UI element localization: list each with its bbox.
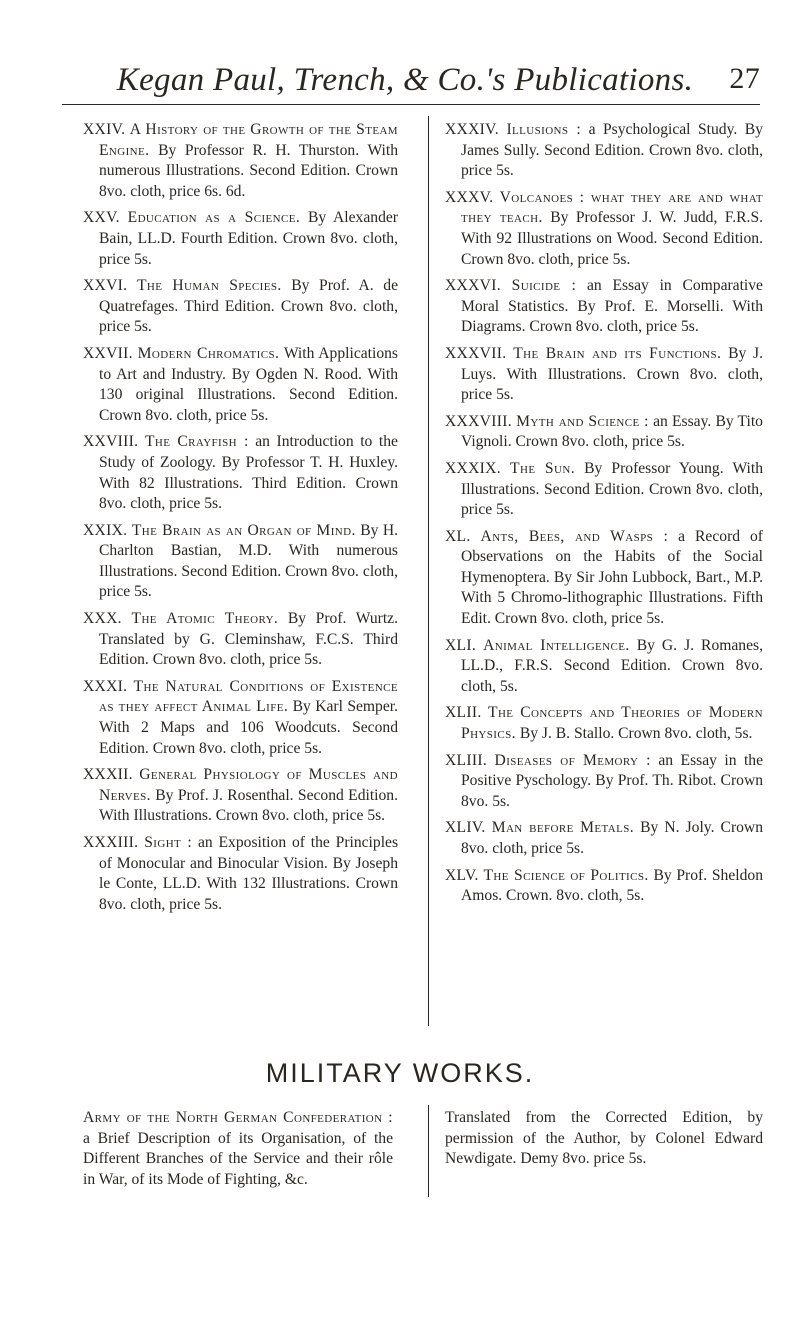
entry-number: XXVII.	[83, 344, 133, 362]
entry-title: Animal Intelligence.	[483, 636, 630, 654]
entry-description: By Professor J. W. Judd, F.R.S. With 92 Illustrations on Wood. Second Edition. Crown 8vo. cloth, price 5s.	[461, 209, 764, 268]
right-column	[445, 120, 763, 913]
catalogue-entry	[83, 521, 398, 603]
entry-number: XLIV.	[445, 819, 486, 837]
entry-title: General Physiology of Muscles and Nerves.	[99, 766, 398, 804]
entry-description: By G. J. Romanes, LL.D., F.R.S. Second Edition. Crown 8vo. cloth, 5s.	[461, 636, 763, 695]
catalogue-entry	[445, 344, 763, 406]
entry-number: XXXII.	[83, 766, 133, 784]
catalogue-entry	[83, 432, 398, 514]
entry-title: The Brain as an Organ of Mind.	[131, 521, 356, 539]
entry-title: Suicide :	[511, 277, 577, 295]
entry-title: Ants, Bees, and Wasps :	[480, 527, 669, 545]
entry-number: XXV.	[83, 209, 120, 227]
entry-number: XXX.	[83, 610, 122, 628]
running-header	[50, 62, 760, 106]
entry-number: XXXVI.	[445, 277, 501, 295]
catalogue-entry	[445, 120, 763, 182]
entry-number: XXIX.	[83, 521, 128, 539]
catalogue-entry	[445, 866, 763, 907]
catalogue-entry	[445, 751, 763, 813]
catalogue-entry	[445, 818, 763, 859]
entry-description: an Essay. By Tito Vignoli. Crown 8vo. cloth, price 5s.	[461, 412, 763, 451]
entry-title: The Brain and its Functions.	[513, 344, 722, 362]
entry-description: By Professor Young. With Illustrations. Second Edition. Crown 8vo. cloth, price 5s.	[461, 459, 763, 519]
catalogue-entry	[83, 344, 398, 426]
entry-number: XXXIX.	[445, 459, 501, 477]
entry-title: Diseases of Memory :	[494, 751, 651, 769]
header-rule	[62, 104, 760, 105]
entry-title: The Atomic Theory.	[131, 610, 279, 628]
catalogue-entry	[83, 765, 398, 827]
entry-title: Myth and Science :	[516, 412, 649, 430]
entry-title: The Science of Politics.	[483, 866, 649, 884]
entry-description: By Prof. Sheldon Amos. Crown. 8vo. cloth, 5s.	[461, 866, 763, 905]
entry-number: XLI.	[445, 636, 477, 654]
entry-description: By H. Charlton Bastian, M.D. With numerous Illustrations. Second Edition. Crown 8vo. cloth, price 5s.	[99, 521, 399, 601]
entry-description: a Psychological Study. By James Sully. Second Edition. Crown 8vo. cloth, price 5s.	[461, 121, 763, 180]
catalogue-entry	[83, 276, 398, 338]
entry-number: XL.	[445, 527, 471, 545]
page-number: 27	[729, 62, 760, 95]
catalogue-entry	[83, 609, 398, 671]
entry-number: XLV.	[445, 866, 479, 884]
entry-description: By Alexander Bain, LL.D. Fourth Edition. Crown 8vo. cloth, price 5s.	[99, 209, 398, 268]
entry-description: By N. Joly. Crown 8vo. cloth, price 5s.	[461, 819, 763, 857]
catalogue-entry	[445, 188, 763, 270]
left-column	[83, 120, 398, 921]
entry-description: By Professor R. H. Thurston. With numerous Illustrations. Second Edition. Crown 8vo. cloth, price 6s. 6d.	[99, 141, 399, 200]
entry-title: The Sun.	[510, 459, 575, 477]
entry-description: an Exposition of the Principles of Monocular and Binocular Vision. By Joseph le Conte, LL.D. With 132 Illustrations. Crown 8vo. cloth, price 5s.	[99, 834, 399, 913]
entry-number: XXXI.	[83, 677, 128, 695]
entry-number: XXXIII.	[83, 834, 139, 851]
catalogue-entry	[83, 208, 398, 270]
catalogue-entry	[445, 412, 763, 453]
entry-title: Sight :	[144, 834, 193, 851]
military-right-column: Translated from the Corrected Edition, by permission of the Author, by Colonel Edward Newdigate. Demy 8vo. price 5s.	[445, 1109, 763, 1168]
entry-description: By Karl Semper. With 2 Maps and 106 Woodcuts. Second Edition. Crown 8vo. cloth, price 5s.	[99, 698, 398, 757]
section-title: MILITARY WORKS.	[265, 1058, 535, 1088]
entry-description: By Prof. A. de Quatrefages. Third Edition. Crown 8vo. cloth, price 5s.	[99, 277, 398, 336]
catalogue-entry	[445, 636, 763, 698]
entry-description: With Applications to Art and Industry. By Ogden N. Rood. With 130 original Illustrations. Second Edition. Crown 8vo. cloth, price 5s.	[99, 344, 398, 424]
entry-description: an Introduction to the Study of Zoology. By Professor T. H. Huxley. With 82 Illustrations. Third Edition. Crown 8vo. cloth, price 5s.	[99, 433, 398, 513]
entry-title: Illusions :	[506, 121, 582, 138]
entry-title: A History of the Growth of the Steam Engine.	[99, 121, 398, 159]
entry-description: By J. B. Stallo. Crown 8vo. cloth, 5s.	[519, 725, 753, 743]
catalogue-entry	[445, 527, 763, 630]
header-title: Kegan Paul, Trench, & Co.'s Publications.	[116, 62, 694, 98]
entry-description: an Essay in Comparative Moral Statistics. By Prof. E. Morselli. With Diagrams. Crown 8vo. cloth, price 5s.	[461, 277, 763, 336]
entry-number: XXXVIII.	[445, 412, 512, 430]
entry-number: XLIII.	[445, 751, 488, 769]
catalogue-entry	[445, 459, 763, 521]
entry-description: By J. Luys. With Illustrations. Crown 8vo. cloth, price 5s.	[461, 344, 763, 404]
entry-number: XXVI.	[83, 277, 128, 295]
military-entry-title: Army of the North German Confederation :	[83, 1109, 393, 1126]
entry-title: Volcanoes : what they are and what they teach.	[461, 188, 764, 227]
entry-description: an Essay in the Positive Pyschology. By Prof. Th. Ribot. Crown 8vo. 5s.	[461, 751, 763, 810]
military-column-divider	[428, 1105, 429, 1197]
entry-number: XXVIII.	[83, 433, 139, 451]
entry-title: The Crayfish :	[144, 433, 249, 451]
entry-title: Man before Metals.	[491, 819, 635, 837]
catalogue-entry	[445, 703, 763, 744]
entry-description: By Prof. Wurtz. Translated by G. Cleminshaw, F.C.S. Third Edition. Crown 8vo. cloth, price 5s.	[99, 610, 398, 669]
catalogue-entry	[83, 120, 398, 202]
entry-number: XXXVII.	[445, 344, 507, 362]
catalogue-entry	[83, 833, 398, 915]
entry-title: The Natural Conditions of Existence as they affect Animal Life.	[99, 677, 398, 716]
entry-description: By Prof. J. Rosenthal. Second Edition. With Illustrations. Crown 8vo. cloth, price 5s.	[99, 786, 398, 825]
entry-description: a Record of Observations on the Habits of the Social Hymenoptera. By Sir John Lubbock, Bart., M.P. With 5 Chromo-lithographic Illustrations. Fifth Edit. Crown 8vo. cloth, price 5s.	[461, 527, 763, 628]
entry-number: XXXIV.	[445, 121, 499, 138]
entry-number: XXIV.	[83, 121, 126, 138]
catalogue-entry	[445, 276, 763, 338]
military-left-column	[83, 1108, 393, 1190]
entry-number: XLII.	[445, 704, 482, 722]
entry-title: Education as a Science.	[127, 209, 301, 227]
entry-number: XXXV.	[445, 188, 494, 206]
entry-title: The Human Species.	[136, 277, 282, 295]
entry-title: The Concepts and Theories of Modern Physics.	[461, 704, 763, 743]
catalogue-entry	[83, 677, 398, 759]
column-divider	[428, 116, 429, 1026]
entry-title: Modern Chromatics.	[137, 344, 280, 362]
military-entry-text: a Brief Description of its Organisation, of the Different Branches of the Service and their rôle in War, of its Mode of Fighting, &c.	[83, 1129, 393, 1188]
